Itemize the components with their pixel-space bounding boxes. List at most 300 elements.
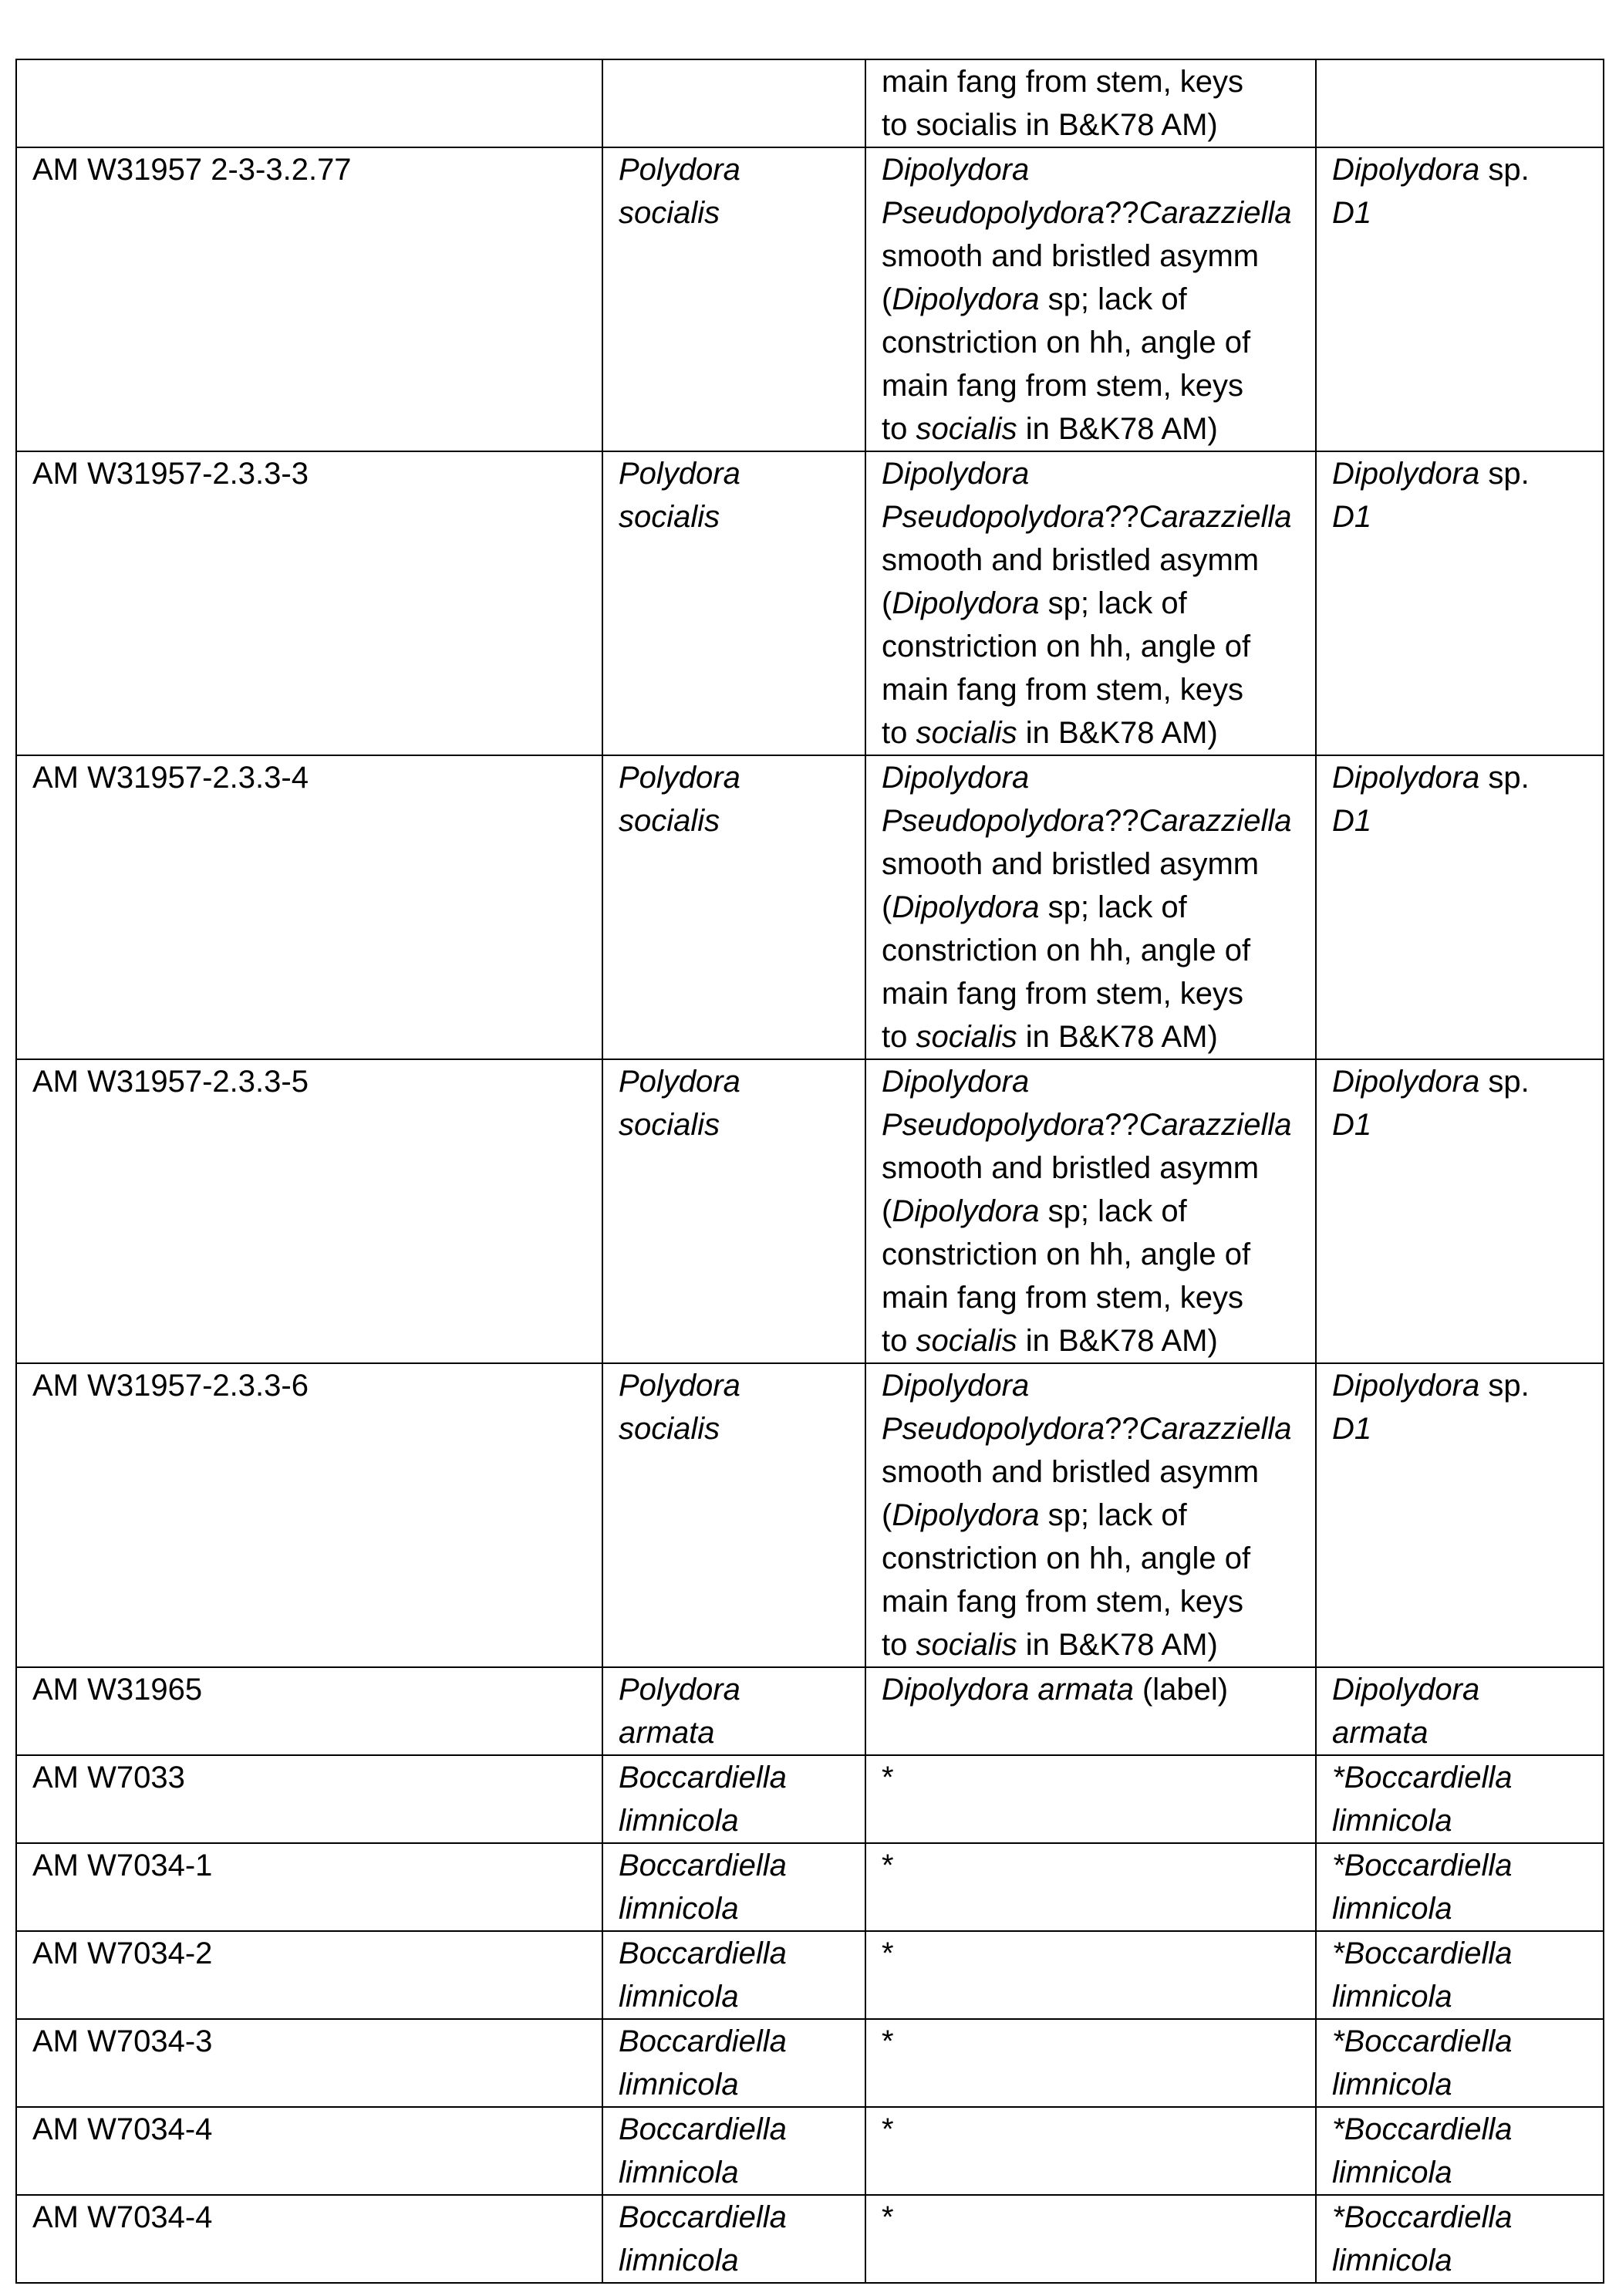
cell-line (32, 1932, 586, 1975)
table-row (16, 1363, 1604, 1667)
revised-id-cell (1316, 1843, 1604, 1931)
text-run: *Boccardiella (1332, 2024, 1513, 2058)
text-run: Carazziella (1138, 1412, 1292, 1446)
cell-line (882, 756, 1300, 799)
text-run: Dipolydora (892, 282, 1040, 316)
text-run: ( (882, 890, 892, 924)
cell-line (619, 2151, 849, 2194)
specimen-id-cell (16, 755, 602, 1059)
cell-line (619, 191, 849, 235)
text-run: armata (619, 1716, 715, 1750)
text-run: AM W7034-3 (32, 2024, 213, 2058)
cell-line (619, 2196, 849, 2239)
cell-line (882, 103, 1300, 147)
cell-line (619, 756, 849, 799)
notes-cell (865, 451, 1316, 755)
revised-id-cell (1316, 1363, 1604, 1667)
cell-line (619, 452, 849, 495)
notes-cell (865, 755, 1316, 1059)
text-run: in B&K78 AM) (1017, 1020, 1218, 1054)
table-row (16, 2019, 1604, 2107)
cell-line (882, 539, 1300, 582)
cell-line (1332, 1407, 1587, 1450)
cell-line (882, 842, 1300, 886)
cell-line (882, 148, 1300, 191)
cell-line (1332, 1711, 1587, 1754)
text-run: limnicola (619, 1892, 739, 1926)
text-run: Dipolydora (892, 586, 1040, 620)
text-run: socialis (619, 1412, 720, 1446)
notes-cell (865, 59, 1316, 147)
text-run: sp. (1479, 1065, 1530, 1099)
cell-line (1332, 1887, 1587, 1930)
cell-line (1332, 1756, 1587, 1799)
cell-line (882, 582, 1300, 625)
cell-line (32, 1756, 586, 1799)
cell-line (882, 1932, 1300, 1975)
revised-id-cell (1316, 2019, 1604, 2107)
cell-line (882, 1450, 1300, 1494)
text-run: limnicola (619, 1804, 739, 1838)
text-run: Dipolydora (892, 1498, 1040, 1532)
text-run: armata (1332, 1716, 1429, 1750)
cell-line (882, 1015, 1300, 1059)
text-run: socialis (619, 804, 720, 838)
cell-line (619, 1756, 849, 1799)
original-id-cell (602, 1755, 865, 1843)
text-run: ?? (1105, 804, 1139, 838)
cell-line (882, 321, 1300, 364)
cell-line (619, 1711, 849, 1754)
cell-line (1332, 1668, 1587, 1711)
text-run: AM W7034-1 (32, 1849, 213, 1882)
cell-line (619, 2239, 849, 2282)
text-run: limnicola (619, 2068, 739, 2102)
specimen-table (15, 59, 1604, 2284)
text-run: sp. (1479, 153, 1530, 187)
cell-line (882, 1276, 1300, 1319)
specimen-id-cell (16, 1667, 602, 1755)
notes-cell (865, 1667, 1316, 1755)
original-id-cell (602, 147, 865, 451)
cell-line (882, 1146, 1300, 1190)
cell-line (882, 278, 1300, 321)
original-id-cell (602, 755, 865, 1059)
text-run: Dipolydora (892, 890, 1040, 924)
cell-line (882, 1537, 1300, 1580)
cell-line (32, 2196, 586, 2239)
cell-line (619, 1407, 849, 1450)
original-id-cell (602, 2195, 865, 2283)
text-run: Dipolydora armata (882, 1673, 1134, 1707)
cell-line (882, 886, 1300, 929)
text-run: to (882, 1020, 916, 1054)
text-run: limnicola (1332, 2156, 1452, 2190)
text-run: *Boccardiella (1332, 2200, 1513, 2234)
notes-cell (865, 1059, 1316, 1363)
cell-line (882, 1364, 1300, 1407)
cell-line (619, 2063, 849, 2106)
cell-line (882, 1844, 1300, 1887)
cell-line (1332, 1060, 1587, 1103)
text-run: main fang from stem, keys (882, 1585, 1244, 1619)
cell-line (1332, 2063, 1587, 2106)
text-run: to (882, 1628, 916, 1662)
text-run: Polydora (619, 153, 740, 187)
text-run: Dipolydora (892, 1194, 1040, 1228)
text-run: socialis (916, 1628, 1017, 1662)
cell-line (619, 1060, 849, 1103)
cell-line (619, 1364, 849, 1407)
notes-cell (865, 2195, 1316, 2283)
table-row (16, 1931, 1604, 2019)
text-run: D1 (1332, 1412, 1372, 1446)
text-run: AM W31957-2.3.3-6 (32, 1369, 309, 1403)
text-run: socialis (619, 500, 720, 534)
specimen-id-cell (16, 147, 602, 451)
text-run: ( (882, 586, 892, 620)
text-run: smooth and bristled asymm (882, 847, 1260, 881)
text-run: limnicola (1332, 1980, 1452, 2014)
specimen-id-cell (16, 451, 602, 755)
text-run: Dipolydora (1332, 153, 1480, 187)
notes-cell (865, 1843, 1316, 1931)
text-run: in B&K78 AM) (1017, 716, 1218, 750)
cell-line (32, 1844, 586, 1887)
text-run: to (882, 412, 916, 446)
text-run: AM W7033 (32, 1761, 185, 1795)
cell-line (882, 1668, 1300, 1711)
cell-line (32, 452, 586, 495)
cell-line (1332, 1844, 1587, 1887)
cell-line (882, 452, 1300, 495)
text-run: Dipolydora (882, 761, 1030, 795)
cell-line (882, 1407, 1300, 1450)
text-run: ( (882, 1194, 892, 1228)
text-run: * (882, 1761, 894, 1795)
cell-line (882, 711, 1300, 755)
text-run: AM W7034-2 (32, 1936, 213, 1970)
revised-id-cell (1316, 1755, 1604, 1843)
cell-line (882, 495, 1300, 539)
text-run: sp; lack of (1039, 586, 1187, 620)
revised-id-cell (1316, 1059, 1604, 1363)
cell-line (882, 1580, 1300, 1623)
text-run: sp; lack of (1039, 890, 1187, 924)
text-run: constriction on hh, angle of (882, 630, 1251, 663)
cell-line (1332, 495, 1587, 539)
cell-line (619, 1103, 849, 1146)
cell-line (1332, 2239, 1587, 2282)
table-row (16, 59, 1604, 147)
text-run: * (882, 2024, 894, 2058)
table-row (16, 1755, 1604, 1843)
original-id-cell (602, 1667, 865, 1755)
text-run: sp. (1479, 1369, 1530, 1403)
text-run: Pseudopolydora (882, 804, 1105, 838)
text-run: ( (882, 282, 892, 316)
text-run: Polydora (619, 761, 740, 795)
text-run: Boccardiella (619, 1936, 787, 1970)
cell-line (1332, 2108, 1587, 2151)
original-id-cell (602, 59, 865, 147)
text-run: limnicola (1332, 2068, 1452, 2102)
text-run: constriction on hh, angle of (882, 1541, 1251, 1575)
text-run: limnicola (1332, 1804, 1452, 1838)
table-row (16, 1059, 1604, 1363)
cell-line (882, 1060, 1300, 1103)
text-run: in B&K78 AM) (1017, 412, 1218, 446)
cell-line (1332, 191, 1587, 235)
text-run: * (882, 1936, 894, 1970)
text-run: sp; lack of (1039, 1498, 1187, 1532)
cell-line (1332, 799, 1587, 842)
text-run: Boccardiella (619, 1761, 787, 1795)
original-id-cell (602, 451, 865, 755)
cell-line (32, 756, 586, 799)
text-run: socialis (916, 1324, 1017, 1358)
table-row (16, 1843, 1604, 1931)
text-run: main fang from stem, keys (882, 1281, 1244, 1315)
text-run: * (882, 2112, 894, 2146)
cell-line (882, 929, 1300, 972)
text-run: D1 (1332, 1108, 1372, 1142)
text-run: *Boccardiella (1332, 1761, 1513, 1795)
cell-line (882, 191, 1300, 235)
cell-line (1332, 1364, 1587, 1407)
text-run: main fang from stem, keys (882, 673, 1244, 707)
original-id-cell (602, 1843, 865, 1931)
cell-line (619, 1668, 849, 1711)
text-run: AM W31965 (32, 1673, 203, 1707)
text-run: *Boccardiella (1332, 2112, 1513, 2146)
cell-line (882, 1103, 1300, 1146)
cell-line (619, 1975, 849, 2018)
cell-line (619, 1844, 849, 1887)
cell-line (32, 1364, 586, 1407)
text-run: in B&K78 AM) (1017, 1628, 1218, 1662)
cell-line (1332, 1103, 1587, 1146)
text-run: *Boccardiella (1332, 1849, 1513, 1882)
notes-cell (865, 147, 1316, 451)
text-run: *Boccardiella (1332, 1936, 1513, 1970)
revised-id-cell (1316, 147, 1604, 451)
text-run: Polydora (619, 1673, 740, 1707)
notes-cell (865, 1931, 1316, 2019)
cell-line (32, 148, 586, 191)
text-run: constriction on hh, angle of (882, 326, 1251, 360)
cell-line (882, 799, 1300, 842)
table-row (16, 755, 1604, 1059)
text-run: main fang from stem, keys (882, 369, 1244, 403)
text-run: * (882, 1849, 894, 1882)
text-run: sp; lack of (1039, 282, 1187, 316)
cell-line (619, 148, 849, 191)
text-run: constriction on hh, angle of (882, 1237, 1251, 1271)
cell-line (882, 364, 1300, 407)
cell-line (1332, 148, 1587, 191)
cell-line (32, 2108, 586, 2151)
cell-line (1332, 1799, 1587, 1842)
text-run: sp. (1479, 457, 1530, 491)
revised-id-cell (1316, 2195, 1604, 2283)
text-run: to socialis in B&K78 AM) (882, 108, 1218, 142)
revised-id-cell (1316, 451, 1604, 755)
text-run: Pseudopolydora (882, 1108, 1105, 1142)
text-run: Polydora (619, 1065, 740, 1099)
text-run: smooth and bristled asymm (882, 543, 1260, 577)
text-run: socialis (916, 716, 1017, 750)
text-run: limnicola (619, 1980, 739, 2014)
text-run: constriction on hh, angle of (882, 934, 1251, 967)
cell-line (1332, 1932, 1587, 1975)
specimen-id-cell (16, 2107, 602, 2195)
cell-line (619, 799, 849, 842)
text-run: socialis (619, 1108, 720, 1142)
cell-line (1332, 1975, 1587, 2018)
text-run: to (882, 716, 916, 750)
text-run: limnicola (1332, 1892, 1452, 1926)
cell-line (32, 1060, 586, 1103)
cell-line (619, 1887, 849, 1930)
text-run: D1 (1332, 196, 1372, 230)
text-run: Boccardiella (619, 1849, 787, 1882)
text-run: limnicola (619, 2244, 739, 2277)
text-run: Polydora (619, 1369, 740, 1403)
text-run: Dipolydora (1332, 1369, 1480, 1403)
cell-line (882, 1494, 1300, 1537)
text-run: AM W31957-2.3.3-4 (32, 761, 309, 795)
text-run: Carazziella (1138, 804, 1292, 838)
cell-line (882, 2020, 1300, 2063)
specimen-table-body (16, 59, 1604, 2283)
text-run: ?? (1105, 500, 1139, 534)
cell-line (1332, 2151, 1587, 2194)
cell-line (882, 1319, 1300, 1362)
revised-id-cell (1316, 59, 1604, 147)
specimen-id-cell (16, 2195, 602, 2283)
text-run: Dipolydora (1332, 457, 1480, 491)
specimen-id-cell (16, 1931, 602, 2019)
text-run: Dipolydora (1332, 1065, 1480, 1099)
text-run: Carazziella (1138, 500, 1292, 534)
specimen-id-cell (16, 59, 602, 147)
text-run: Pseudopolydora (882, 500, 1105, 534)
text-run: socialis (916, 412, 1017, 446)
text-run: Dipolydora (882, 457, 1030, 491)
text-run: socialis (916, 1020, 1017, 1054)
cell-line (619, 2020, 849, 2063)
text-run: D1 (1332, 500, 1372, 534)
cell-line (619, 495, 849, 539)
text-run: Carazziella (1138, 1108, 1292, 1142)
text-run: smooth and bristled asymm (882, 239, 1260, 273)
text-run: (label) (1133, 1673, 1229, 1707)
text-run: main fang from stem, keys (882, 977, 1244, 1011)
revised-id-cell (1316, 2107, 1604, 2195)
revised-id-cell (1316, 1667, 1604, 1755)
text-run: to (882, 1324, 916, 1358)
table-row (16, 147, 1604, 451)
cell-line (882, 625, 1300, 668)
table-row (16, 1667, 1604, 1755)
cell-line (882, 1756, 1300, 1799)
notes-cell (865, 2019, 1316, 2107)
text-run: AM W31957-2.3.3-5 (32, 1065, 309, 1099)
notes-cell (865, 2107, 1316, 2195)
text-run: ?? (1105, 1412, 1139, 1446)
notes-cell (865, 1755, 1316, 1843)
text-run: D1 (1332, 804, 1372, 838)
cell-line (882, 1190, 1300, 1233)
text-run: Dipolydora (882, 1065, 1030, 1099)
cell-line (1332, 452, 1587, 495)
text-run: ?? (1105, 1108, 1139, 1142)
table-row (16, 451, 1604, 755)
text-run: limnicola (1332, 2244, 1452, 2277)
cell-line (1332, 2020, 1587, 2063)
cell-line (32, 1668, 586, 1711)
table-row (16, 2195, 1604, 2283)
text-run: socialis (619, 196, 720, 230)
text-run: Boccardiella (619, 2112, 787, 2146)
notes-cell (865, 1363, 1316, 1667)
original-id-cell (602, 2107, 865, 2195)
cell-line (882, 1623, 1300, 1666)
text-run: Boccardiella (619, 2200, 787, 2234)
text-run: * (882, 2200, 894, 2234)
text-run: sp. (1479, 761, 1530, 795)
text-run: Pseudopolydora (882, 196, 1105, 230)
specimen-id-cell (16, 1843, 602, 1931)
cell-line (619, 1932, 849, 1975)
text-run: in B&K78 AM) (1017, 1324, 1218, 1358)
text-run: smooth and bristled asymm (882, 1151, 1260, 1185)
text-run: AM W31957 2-3-3.2.77 (32, 153, 352, 187)
text-run: main fang from stem, keys (882, 65, 1244, 99)
revised-id-cell (1316, 1931, 1604, 2019)
specimen-id-cell (16, 1363, 602, 1667)
cell-line (1332, 756, 1587, 799)
cell-line (882, 668, 1300, 711)
cell-line (882, 2108, 1300, 2151)
original-id-cell (602, 2019, 865, 2107)
cell-line (882, 2196, 1300, 2239)
text-run: AM W7034-4 (32, 2112, 213, 2146)
specimen-id-cell (16, 1059, 602, 1363)
text-run: ( (882, 1498, 892, 1532)
table-row (16, 2107, 1604, 2195)
text-run: Pseudopolydora (882, 1412, 1105, 1446)
cell-line (1332, 2196, 1587, 2239)
cell-line (619, 1799, 849, 1842)
cell-line (882, 407, 1300, 451)
original-id-cell (602, 1931, 865, 2019)
text-run: Dipolydora (882, 153, 1030, 187)
original-id-cell (602, 1059, 865, 1363)
text-run: Dipolydora (882, 1369, 1030, 1403)
cell-line (619, 2108, 849, 2151)
text-run: Boccardiella (619, 2024, 787, 2058)
specimen-id-cell (16, 2019, 602, 2107)
text-run: ?? (1105, 196, 1139, 230)
text-run: sp; lack of (1039, 1194, 1187, 1228)
cell-line (882, 235, 1300, 278)
cell-line (882, 1233, 1300, 1276)
cell-line (882, 972, 1300, 1015)
cell-line (882, 60, 1300, 103)
cell-line (32, 2020, 586, 2063)
